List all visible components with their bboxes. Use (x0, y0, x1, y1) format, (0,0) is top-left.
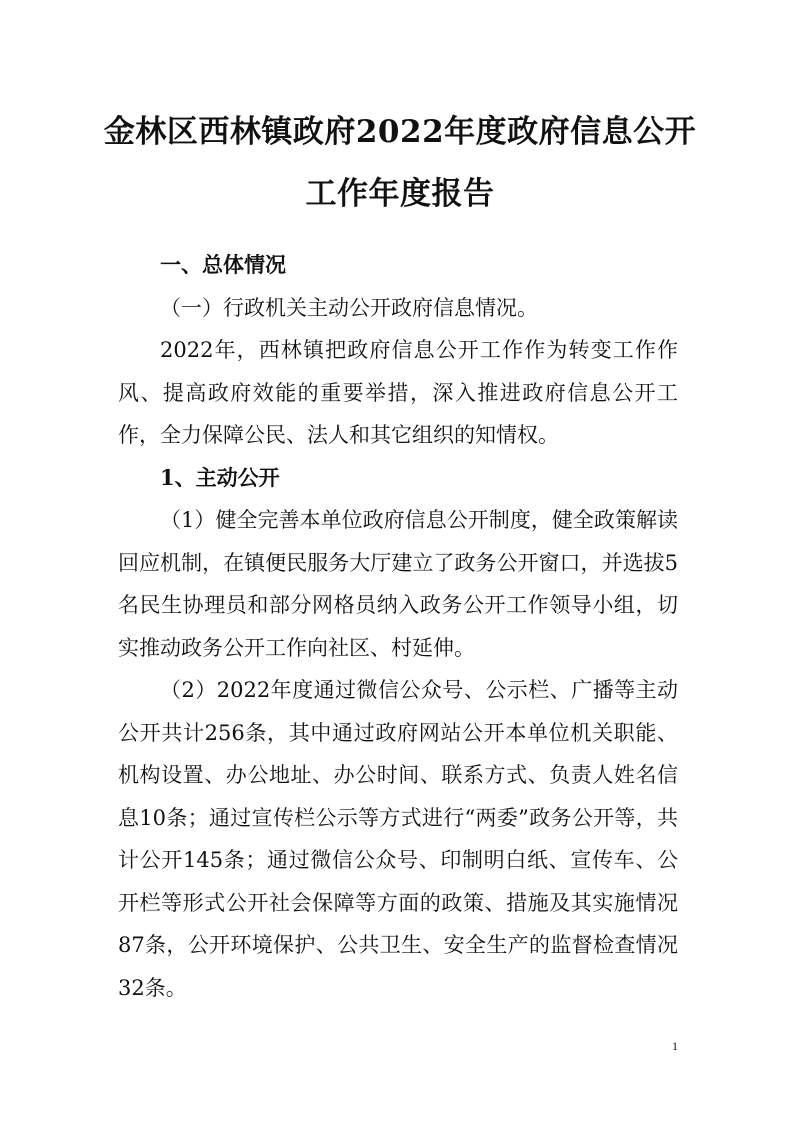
subsection-heading-proactive-disclosure: （一）行政机关主动公开政府信息情况。 (160, 295, 538, 320)
document-title-line-1: 金林区西林镇政府2022年度政府信息公开 (103, 114, 697, 150)
paragraph-intro: 2022年，西林镇把政府信息公开工作作为转变工作作风、提高政府效能的重要举措，深入推进政府信息公开工作，全力保障公民、法人和其它组织的知情权。 (118, 338, 678, 447)
item-heading-proactive: 1、主动公开 (160, 464, 280, 490)
document-body (118, 244, 678, 1009)
page-number: 1 (672, 1039, 678, 1053)
paragraph-item-2: （2）2022年度通过微信公众号、公示栏、广播等主动公开共计256条，其中通过政府网站公开本单位机关职能、机构设置、办公地址、办公时间、联系方式、负责人姓名信息10条；通过宣传栏公示等方式进行“两委”政务公开等，共计公开145条；通过微信公众号、印制明白纸、宣传车、公开栏等形式公开社会保障等方面的政策、措施及其实施情况87条，公开环境保护、公共卫生、安全生产的监督检查情况32条。 (118, 678, 678, 1000)
paragraph-item-1: （1）健全完善本单位政府信息公开制度，健全政策解读回应机制，在镇便民服务大厅建立了政务公开窗口，并选拔5名民生协理员和部分网格员纳入政务公开工作领导小组，切实推动政务公开工作向社区、村延伸。 (118, 508, 678, 660)
section-heading-overview: 一、总体情况 (160, 253, 286, 277)
document-title-line-2: 工作年度报告 (305, 176, 495, 212)
